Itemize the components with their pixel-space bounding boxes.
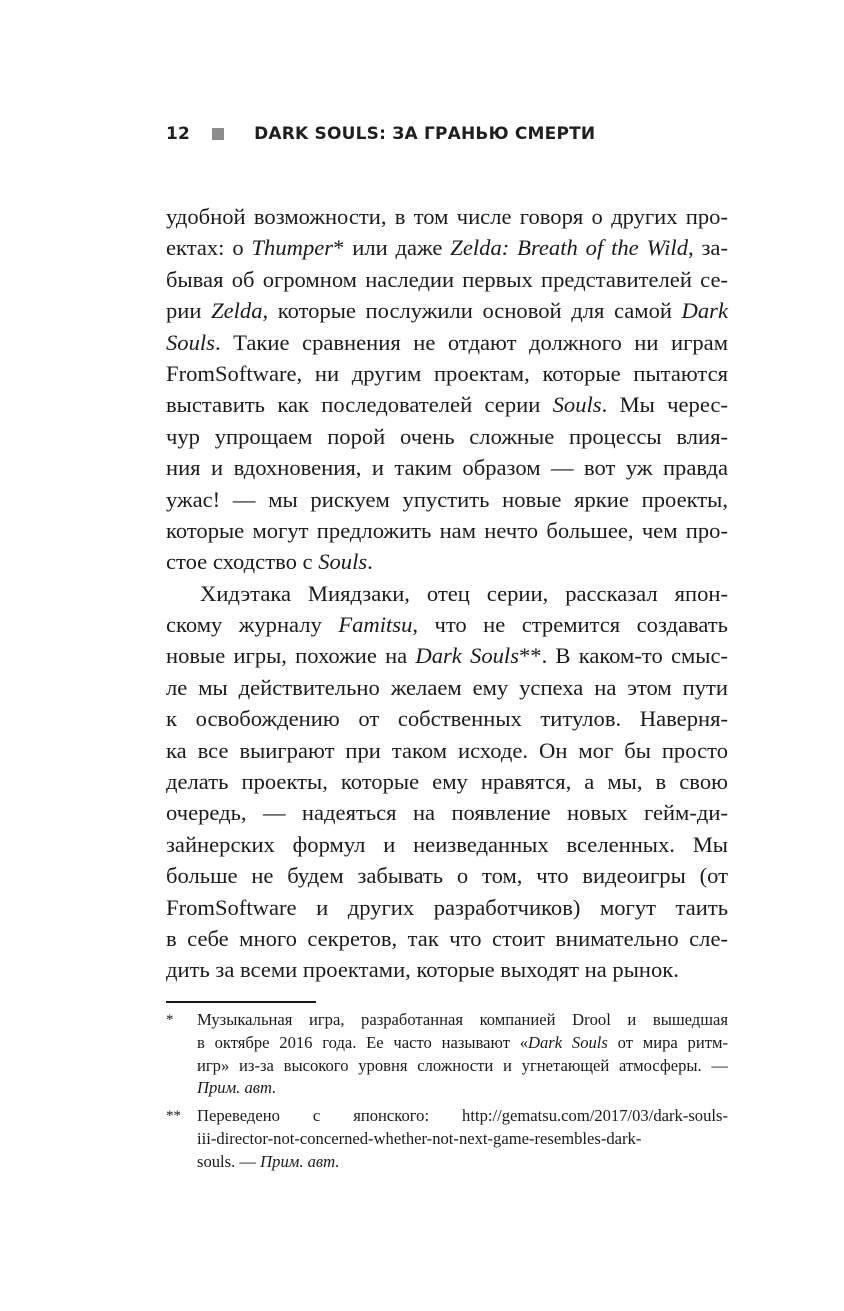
footnote-line: игр» из-за высокого уровня сложности и угнетающей атмосферы. — xyxy=(197,1055,728,1075)
text-line: выставить как последователей серии Souls. Мы черес- xyxy=(166,392,728,418)
text-line: удобной возможности, в том числе говоря о других про- xyxy=(166,204,728,229)
main-text xyxy=(166,201,728,986)
footnote-line: Музыкальная игра, разработанная компанией Drool и вышедшая xyxy=(197,1010,728,1029)
text-line: дить за всеми проектами, которые выходят на рынок. xyxy=(166,957,679,983)
text-line: ектах: о Thumper* или даже Zelda: Breath of the Wild, за- xyxy=(166,235,728,261)
footnote-line: Прим. авт. xyxy=(197,1078,277,1098)
footnote-rule xyxy=(166,1001,316,1003)
text-line: ка все выиграют при таком исходе. Он мог бы просто xyxy=(166,737,728,763)
footnote-mark: ** xyxy=(166,1108,181,1125)
text-line: к освобождению от собственных титулов. Наверня- xyxy=(166,706,728,732)
text-line: делать проекты, которые ему нравятся, а мы, в свою xyxy=(166,769,728,795)
text-line: скому журналу Famitsu, что не стремится создавать xyxy=(166,612,728,638)
footnote xyxy=(166,1105,728,1173)
text-line: Хидэтака Миядзаки, отец серии, рассказал япон- xyxy=(200,580,728,606)
footnote-mark: * xyxy=(166,1012,174,1028)
text-line: FromSoftware и других разработчиков) могут таить xyxy=(166,894,728,920)
book-title: DARK SOULS: ЗА ГРАНЬЮ СМЕРТИ xyxy=(254,124,596,144)
text-line: в себе много секретов, так что стоит внимательно сле- xyxy=(166,925,728,951)
text-line: зайнерских формул и неизведанных вселенных. Мы xyxy=(166,831,728,857)
text-line: Souls. Такие сравнения не отдают должного ни играм xyxy=(166,329,728,355)
text-line: которые могут предложить нам нечто большее, чем про- xyxy=(166,517,728,543)
text-line: новые игры, похожие на Dark Souls**. В каком-то смыс- xyxy=(166,643,728,669)
text-line: чур упрощаем порой очень сложные процессы влия- xyxy=(166,423,728,449)
footnotes xyxy=(166,1009,728,1179)
running-header xyxy=(166,122,595,146)
footnote-line: Переведено с японского: http://gematsu.com/2017/03/dark-souls- xyxy=(197,1106,728,1126)
footnote-line: в октябре 2016 года. Ее часто называют «Dark Souls от мира ритм- xyxy=(197,1032,728,1052)
footnote-line: souls. — Прим. авт. xyxy=(197,1151,340,1171)
text-line: ужас! — мы рискуем упустить новые яркие проекты, xyxy=(166,486,728,512)
text-line: FromSoftware, ни другим проектам, которые пытаются xyxy=(166,360,728,386)
text-line: ле мы действительно желаем ему успеха на этом пути xyxy=(166,674,728,700)
footnote-line: iii-director-not-concerned-whether-not-next-game-resembles-dark- xyxy=(197,1128,642,1148)
text-line: стое сходство с Souls. xyxy=(166,549,373,575)
text-line: очередь, — надеяться на появление новых гейм-ди- xyxy=(166,800,728,826)
text-line: рии Zelda, которые послужили основой для самой Dark xyxy=(166,298,728,324)
square-separator-icon xyxy=(212,128,224,140)
text-line: больше не будем забывать о том, что видеоигры (от xyxy=(166,863,728,889)
text-line: ния и вдохновения, и таким образом — вот уж правда xyxy=(166,455,728,481)
page-number: 12 xyxy=(166,124,191,144)
footnote xyxy=(166,1009,728,1100)
text-line: бывая об огромном наследии первых представителей се- xyxy=(166,266,728,292)
